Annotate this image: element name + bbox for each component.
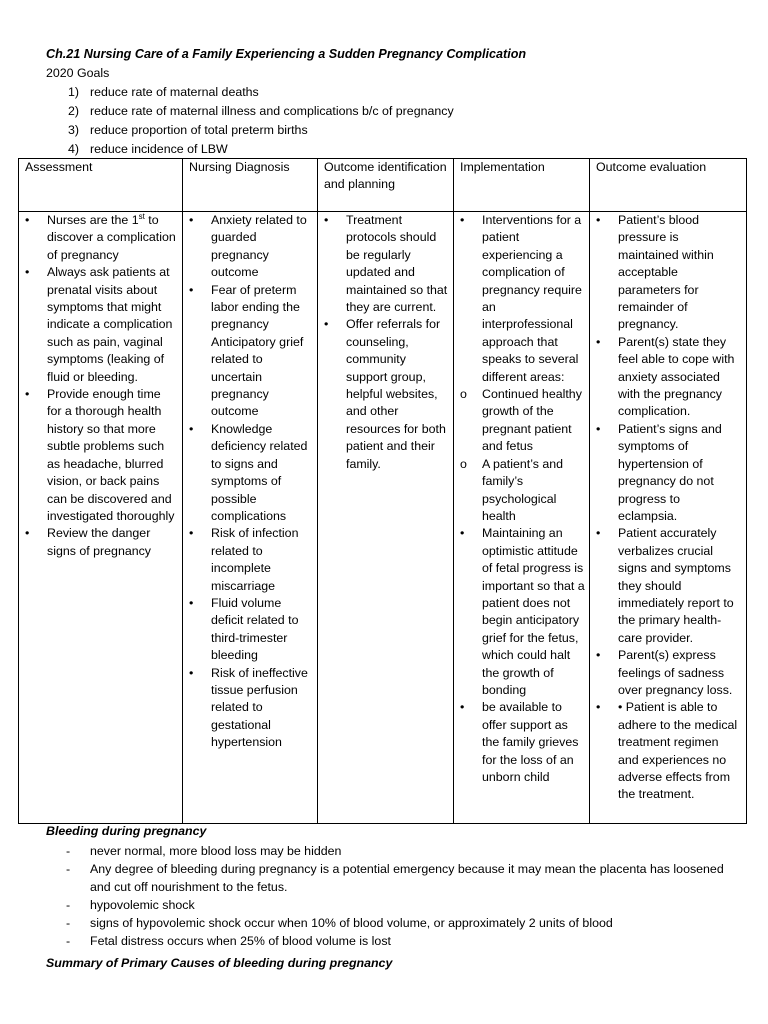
header-outcome-planning: Outcome identification and planning: [318, 159, 454, 212]
list-item: • Nurses are the 1st to discover a complication of pregnancy: [25, 211, 176, 262]
list-item: • Offer referrals for counseling, community support group, helpful websites, and other resources for both patient and their family.: [324, 317, 446, 471]
list-item: • Always ask patients at prenatal visits about symptoms that might indicate a complication such as pain, vaginal symptoms (leaking of fluid or bleeding.: [25, 265, 173, 384]
diagnosis-cell: [183, 212, 318, 824]
bleeding-list: [46, 842, 726, 950]
bleeding-section-title: Bleeding during pregnancy: [46, 824, 207, 838]
list-item: • be available to offer support as the family grieves for the loss of an unborn child: [460, 700, 579, 784]
header-outcome-evaluation: Outcome evaluation: [590, 159, 747, 212]
goal-item: 3) reduce proportion of total preterm births: [68, 123, 308, 137]
list-item: • Fear of preterm labor ending the pregnancy Anticipatory grief related to uncertain pregnancy outcome: [189, 282, 304, 419]
evaluation-cell: [590, 212, 747, 824]
list-item: • Maintaining an optimistic attitude of fetal progress is important so that a patient does not begin anticipatory grief for the fetus, which could halt the growth of bonding: [460, 526, 585, 697]
planning-cell: [318, 212, 454, 824]
goals-list: [46, 84, 454, 160]
list-item: • Patient’s signs and symptoms of hypertension of pregnancy do not progress to eclampsia.: [596, 421, 722, 523]
goal-item: 2) reduce rate of maternal illness and complications b/c of pregnancy: [68, 104, 454, 118]
list-item: • Treatment protocols should be regularly updated and maintained so that they are current.: [324, 213, 448, 315]
list-item: • Risk of ineffective tissue perfusion related to gestational hypertension: [189, 665, 308, 750]
table-row: [19, 212, 747, 824]
list-item: • Patient accurately verbalizes crucial signs and symptoms they should immediately report to the primary health- care provider.: [596, 526, 734, 645]
list-item: o Continued healthy growth of the pregnant patient and fetus: [460, 387, 582, 454]
goal-item: 1) reduce rate of maternal deaths: [68, 85, 259, 99]
list-item: • • Patient is able to adhere to the medical treatment regimen and experiences no adverse effects from the treatment.: [596, 700, 738, 802]
list-item: • Fluid volume deficit related to third-trimester bleeding: [189, 595, 299, 663]
list-item: • Review the danger signs of pregnancy: [25, 526, 152, 558]
list-item: • Provide enough time for a thorough health history so that more subtle problems such as headache, blurred vision, or back pains can be discovered and investigated thoroughly: [25, 387, 175, 523]
list-item: - never normal, more blood loss may be hidden: [66, 844, 342, 858]
list-item: • Risk of infection related to incomplete miscarriage: [189, 526, 299, 593]
goal-item: 4) reduce incidence of LBW: [68, 142, 228, 156]
nursing-care-table: [18, 158, 747, 824]
table-header-row: [19, 159, 747, 212]
list-item: - Fetal distress occurs when 25% of blood volume is lost: [66, 934, 391, 948]
header-assessment: Assessment: [19, 159, 183, 212]
list-item: • Parent(s) state they feel able to cope with anxiety associated with the pregnancy complication.: [596, 334, 735, 419]
list-item: • Knowledge deficiency related to signs and symptoms of possible complications: [189, 421, 308, 523]
list-item: - signs of hypovolemic shock occur when 10% of blood volume, or approximately 2 units of blood: [66, 916, 613, 930]
assessment-cell: [19, 212, 183, 824]
list-item: • Patient’s blood pressure is maintained within acceptable parameters for remainder of pregnancy.: [596, 213, 714, 332]
summary-section-title: Summary of Primary Causes of bleeding during pregnancy: [46, 956, 393, 970]
list-item: - hypovolemic shock: [66, 898, 195, 912]
list-item: - Any degree of bleeding during pregnancy is a potential emergency because it may mean the placenta has loosened and cut off nourishment to the fetus.: [66, 862, 724, 894]
header-nursing-diagnosis: Nursing Diagnosis: [183, 159, 318, 212]
chapter-title: Ch.21 Nursing Care of a Family Experiencing a Sudden Pregnancy Complication: [46, 47, 527, 61]
header-implementation: Implementation: [454, 159, 590, 212]
list-item: • Anxiety related to guarded pregnancy outcome: [189, 213, 307, 280]
implementation-cell: [454, 212, 590, 824]
list-item: o A patient’s and family’s psychological health: [460, 456, 564, 523]
goals-heading: 2020 Goals: [46, 66, 110, 80]
list-item: • Interventions for a patient experiencing a complication of pregnancy require an interprofessional approach that speaks to several different areas:: [460, 213, 582, 384]
list-item: • Parent(s) express feelings of sadness over pregnancy loss.: [596, 648, 733, 697]
